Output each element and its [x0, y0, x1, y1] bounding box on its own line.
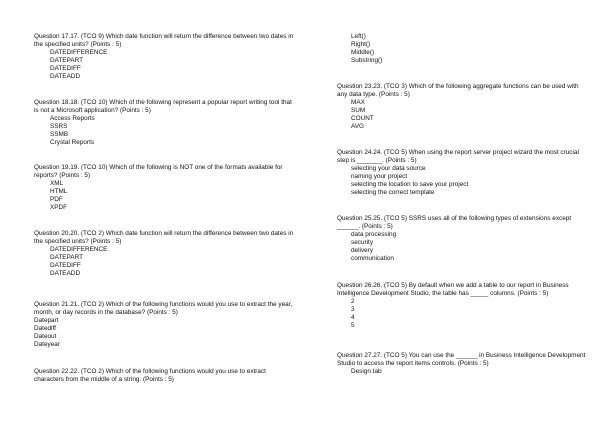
answer-option: delivery: [351, 247, 374, 255]
question-25: [337, 215, 587, 264]
answer-option: DATEDIFFERENCE: [50, 49, 108, 57]
answer-options: [337, 231, 587, 263]
question-text: Question 21.21. (TCO 2) Which of the following functions would you use to extract the year, month, or day records in the database? (Points : 5): [34, 301, 293, 317]
answer-option: DATEDIFF: [50, 262, 81, 270]
answer-option: SSRS: [50, 123, 68, 131]
question-text: Question 26.26. (TCO 5) By default when we add a table to our report in Business Intelligence Development Studio, the table has _____ columns. (Points : 5): [337, 282, 569, 298]
answer-options: [34, 246, 296, 278]
question-23: [337, 83, 587, 132]
answer-option: DATEDIFF: [50, 65, 81, 73]
answer-option: selecting the location to save your project: [351, 181, 469, 189]
question-text: Question 22.22. (TCO 2) Which of the following functions would you use to extract characters from the middle of a string. (Points : 5): [34, 368, 266, 384]
answer-option: data processing: [351, 231, 397, 239]
answer-option: MAX: [351, 99, 365, 107]
question-text: Question 17.17. (TCO 9) Which date function will return the difference between two dates in the specified units? (Points : 5): [34, 33, 294, 49]
answer-option: XPDF: [50, 204, 68, 212]
answer-option: Access Reports: [50, 115, 95, 123]
question-26: [337, 282, 587, 331]
answer-options: [337, 33, 587, 65]
answer-option: Left(): [351, 33, 366, 40]
answer-option: naming your project: [351, 173, 408, 181]
answer-option: HTML: [50, 188, 68, 196]
answer-options: [34, 49, 296, 81]
question-20: [34, 230, 296, 279]
answer-option: selecting the correct template: [351, 189, 435, 197]
answer-options: [34, 317, 296, 349]
answer-options: [337, 165, 587, 197]
answer-options: [34, 180, 296, 212]
answer-option: communication: [351, 255, 394, 263]
answer-option: security: [351, 239, 374, 247]
answer-option: Substring(): [351, 57, 383, 65]
answer-option: 4: [351, 314, 355, 322]
question-text: Question 27.27. (TCO 5) You can use the ______ in Business Intelligence Development Studio to access the report items controls. (Points : 5): [337, 352, 586, 368]
answer-options: [337, 368, 587, 376]
answer-option: DATEPART: [50, 254, 84, 262]
answer-option: Right(): [351, 41, 371, 49]
question-text: Question 20.20. (TCO 2) Which date function will return the difference between two dates in the specified units? (Points : 5): [34, 230, 294, 246]
question-text: Question 18.18. (TCO 10) Which of the following represent a popular report writing tool that is not a Microsoft application? (Points : 5): [34, 99, 292, 115]
question-text: Question 24.24. (TCO 5) When using the report server project wizard the most crucial step is _______. (Points : 5): [337, 149, 579, 165]
answer-option: Dateyear: [34, 341, 60, 349]
answer-option: 3: [351, 306, 355, 314]
answer-option: Datediff: [34, 325, 56, 333]
answer-option: SSMB: [50, 131, 69, 139]
question-22-continued: [337, 33, 587, 65]
answer-options: [337, 298, 587, 330]
answer-options: [34, 115, 296, 147]
answer-option: AVG: [351, 123, 365, 131]
question-21: [34, 301, 296, 350]
answer-option: Datepart: [34, 317, 59, 325]
question-27: [337, 352, 587, 376]
answer-option: DATEADD: [50, 73, 81, 81]
question-19: [34, 164, 296, 213]
question-22: [34, 368, 296, 384]
answer-option: DATEPART: [50, 57, 84, 65]
question-18: [34, 99, 296, 148]
answer-option: DATEADD: [50, 270, 81, 278]
answer-option: Crystal Reports: [50, 139, 95, 147]
answer-options: [337, 99, 587, 131]
answer-option: Design tab: [351, 368, 382, 376]
answer-option: Middle(): [351, 49, 375, 57]
answer-option: DATEDIFFERENCE: [50, 246, 108, 254]
answer-option: 5: [351, 322, 355, 330]
question-17: [34, 33, 296, 82]
answer-option: PDF: [50, 196, 63, 204]
question-24: [337, 149, 587, 198]
answer-option: selecting your data source: [351, 165, 426, 173]
answer-option: Dateout: [34, 333, 57, 341]
answer-option: COUNT: [351, 115, 374, 123]
question-text: Question 25.25. (TCO 5) SSRS uses all of the following types of extensions except ______. (Points : 5): [337, 215, 572, 231]
answer-option: 2: [351, 298, 355, 306]
question-text: Question 19.19. (TCO 10) Which of the following is NOT one of the formats available for reports? (Points : 5): [34, 164, 283, 180]
answer-option: SUM: [351, 107, 366, 115]
question-text: Question 23.23. (TCO 3) Which of the following aggregate functions can be used with any data type. (Points : 5): [337, 83, 579, 99]
answer-option: XML: [50, 180, 64, 188]
